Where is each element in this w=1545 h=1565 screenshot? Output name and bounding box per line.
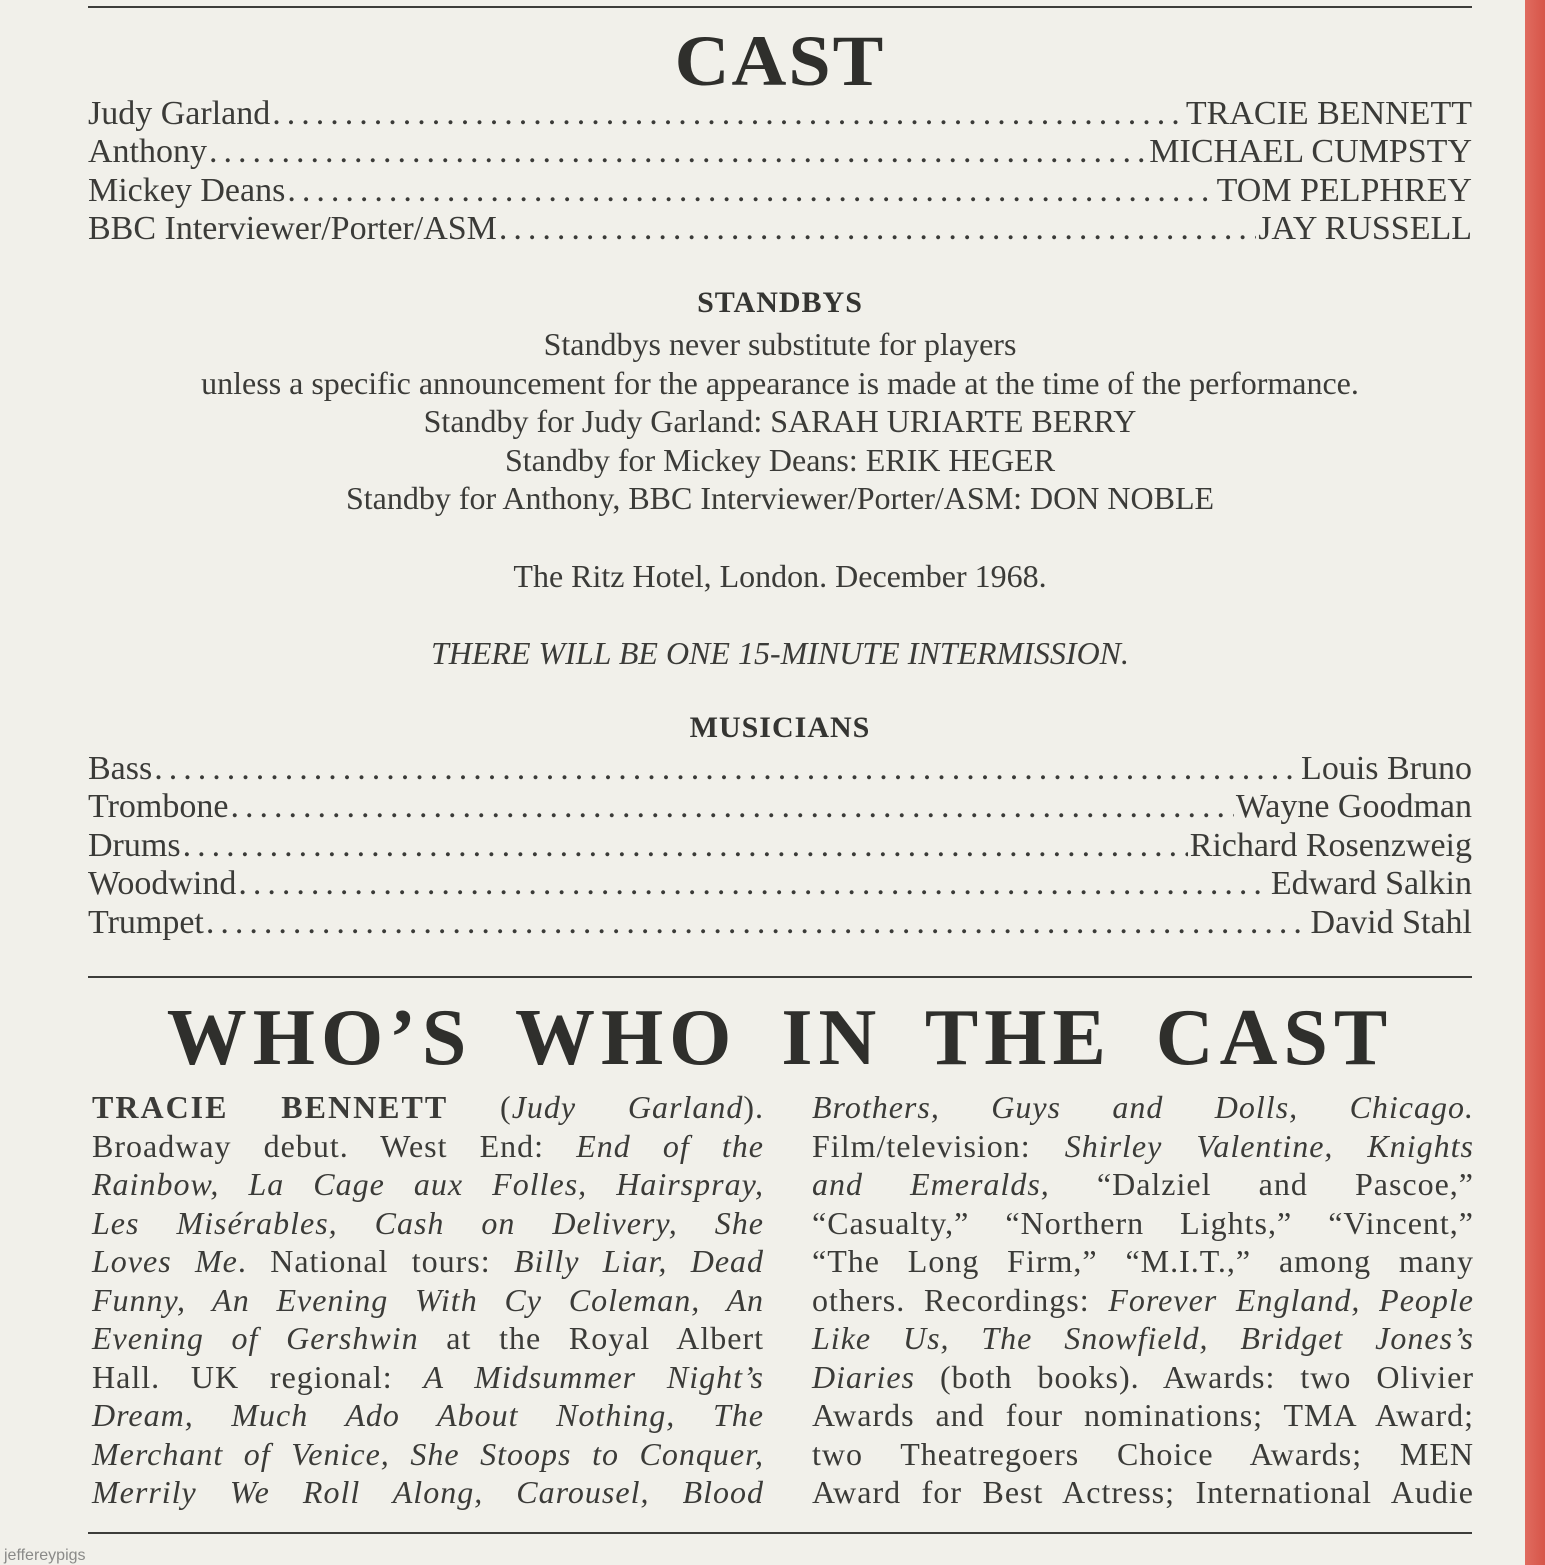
bio-line bbox=[812, 1242, 1474, 1281]
role-name: Judy Garland bbox=[88, 95, 271, 132]
musician-name: Louis Bruno bbox=[1301, 750, 1472, 787]
credit-title: Merrily We Roll Along, Carousel, Blood bbox=[92, 1474, 764, 1510]
credit-title: End of the bbox=[576, 1127, 765, 1164]
instrument-name: Trumpet bbox=[88, 904, 204, 941]
bio-right-column bbox=[812, 1088, 1474, 1512]
actor-name: JAY RUSSELL bbox=[1258, 210, 1472, 247]
actor-name: TRACIE BENNETT bbox=[1185, 95, 1472, 132]
credit-title: Brothers, Guys and Dolls, Chicago. bbox=[812, 1089, 1474, 1125]
bio-line bbox=[92, 1088, 764, 1127]
intermission-note: THERE WILL BE ONE 15-MINUTE INTERMISSION. bbox=[430, 635, 1130, 671]
dot-leader bbox=[272, 95, 1184, 133]
bio-line bbox=[92, 1165, 764, 1204]
bio-text: Award for Best Actress; International Audie bbox=[812, 1474, 1474, 1510]
musician-name: Edward Salkin bbox=[1270, 865, 1472, 902]
actor-name: TOM PELPHREY bbox=[1216, 172, 1472, 209]
dot-leader bbox=[287, 172, 1214, 210]
instrument-name: Woodwind bbox=[88, 865, 237, 902]
bio-text: “Dalziel and Pascoe,” bbox=[1049, 1166, 1475, 1202]
role-name: Anthony bbox=[88, 133, 207, 170]
page-edge bbox=[1525, 0, 1545, 1565]
dot-leader bbox=[183, 827, 1188, 865]
bio-text: Awards and four nominations; TMA Award; bbox=[812, 1397, 1474, 1433]
bio-text: “Casualty,” “Northern Lights,” “Vincent,” bbox=[812, 1204, 1474, 1241]
bio-text: “The Long Firm,” “M.I.T.,” among many bbox=[812, 1243, 1474, 1279]
section-rule bbox=[88, 976, 1472, 978]
credit-title: Shirley Valentine, Knights bbox=[1064, 1127, 1475, 1164]
bio-line bbox=[92, 1435, 764, 1474]
musician-name: Wayne Goodman bbox=[1235, 788, 1472, 825]
bio-line bbox=[812, 1204, 1474, 1243]
whos-who-heading: WHO’S WHO IN THE CAST bbox=[166, 994, 1394, 1082]
credit-title: Diaries bbox=[812, 1358, 915, 1395]
credit-title: Forever England, People bbox=[1108, 1281, 1474, 1318]
bio-line bbox=[812, 1319, 1474, 1358]
bio-text: ). bbox=[743, 1089, 765, 1125]
bio-line bbox=[812, 1165, 1474, 1204]
bio-line bbox=[812, 1396, 1474, 1435]
credit-title: Like Us, The Snowfield, Bridget Jones’s bbox=[812, 1320, 1474, 1356]
bio-line bbox=[812, 1358, 1474, 1397]
bio-text: at the Royal Albert bbox=[418, 1320, 765, 1356]
bio-line bbox=[92, 1396, 764, 1435]
bio-line bbox=[92, 1242, 764, 1281]
bio-text: Hall. UK regional: bbox=[92, 1358, 424, 1395]
bio-name: TRACIE BENNETT bbox=[92, 1089, 449, 1125]
credit-title: Funny, An Evening With Cy Coleman, An bbox=[92, 1281, 764, 1318]
bio-text: (both books). Awards: two Olivier bbox=[915, 1358, 1474, 1395]
standbys-line: Standby for Anthony, BBC Interviewer/Porter/ASM: DON NOBLE bbox=[345, 480, 1215, 516]
credit-title: Loves Me bbox=[92, 1243, 238, 1279]
musician-row bbox=[88, 827, 1472, 865]
instrument-name: Trombone bbox=[88, 788, 229, 825]
credit-title: Rainbow, La Cage aux Folles, Hairspray, bbox=[92, 1166, 764, 1202]
bio-line bbox=[92, 1473, 764, 1512]
credit-title: Merchant of Venice, She Stoops to Conquer, bbox=[92, 1435, 764, 1472]
role-name: BBC Interviewer/Porter/ASM bbox=[88, 210, 497, 247]
cast-heading: CAST bbox=[674, 21, 886, 101]
bottom-rule bbox=[88, 1532, 1472, 1534]
bio-left-column bbox=[92, 1088, 764, 1512]
setting-line: The Ritz Hotel, London. December 1968. bbox=[513, 558, 1047, 594]
standbys-line: unless a specific announcement for the appearance is made at the time of the performance. bbox=[201, 365, 1359, 401]
cast-row bbox=[88, 133, 1472, 171]
actor-name: MICHAEL CUMPSTY bbox=[1149, 133, 1472, 170]
dot-leader bbox=[209, 133, 1147, 171]
bio-line bbox=[812, 1435, 1474, 1474]
cast-row bbox=[88, 95, 1472, 133]
credit-title: Evening of Gershwin bbox=[92, 1320, 419, 1356]
bio-line bbox=[92, 1358, 764, 1397]
credit-title: A Midsummer Night’s bbox=[423, 1358, 765, 1395]
bio-line bbox=[812, 1281, 1474, 1320]
credit-title: and Emeralds, bbox=[812, 1166, 1050, 1202]
musician-row bbox=[88, 788, 1472, 826]
bio-line bbox=[812, 1127, 1474, 1166]
credit-title: Les Misérables, Cash on Delivery, She bbox=[92, 1204, 764, 1241]
cast-row bbox=[88, 172, 1472, 210]
bio-line bbox=[92, 1319, 764, 1358]
bio-line bbox=[92, 1281, 764, 1320]
musician-name: Richard Rosenzweig bbox=[1189, 827, 1472, 864]
musician-row bbox=[88, 750, 1472, 788]
standbys-line: Standby for Judy Garland: SARAH URIARTE BERRY bbox=[423, 403, 1137, 439]
bio-text: . National tours: bbox=[237, 1243, 514, 1279]
bio-text: others. Recordings: bbox=[812, 1281, 1109, 1318]
role-name: Mickey Deans bbox=[88, 172, 286, 209]
top-rule bbox=[88, 6, 1472, 8]
dot-leader bbox=[238, 865, 1268, 903]
standbys-line: Standbys never substitute for players bbox=[543, 326, 1017, 362]
standbys-heading: STANDBYS bbox=[697, 286, 863, 319]
standbys-line: Standby for Mickey Deans: ERIK HEGER bbox=[504, 442, 1056, 478]
dot-leader bbox=[154, 750, 1299, 788]
credit-title: Dream, Much Ado About Nothing, The bbox=[92, 1397, 764, 1433]
bio-text: two Theatregoers Choice Awards; MEN bbox=[812, 1435, 1474, 1472]
bio-text: ( bbox=[448, 1089, 512, 1125]
musicians-heading: MUSICIANS bbox=[689, 711, 871, 744]
cast-row bbox=[88, 210, 1472, 248]
bio-line bbox=[812, 1473, 1474, 1512]
instrument-name: Bass bbox=[88, 750, 153, 787]
credit-title: Billy Liar, Dead bbox=[514, 1243, 765, 1279]
musician-row bbox=[88, 904, 1472, 942]
dot-leader bbox=[230, 788, 1233, 826]
watermark: jeffereypigs bbox=[4, 1547, 86, 1564]
bio-role: Judy Garland bbox=[511, 1089, 744, 1125]
bio-line bbox=[92, 1127, 764, 1166]
bio-line bbox=[92, 1204, 764, 1243]
bio-text: Film/television: bbox=[812, 1127, 1065, 1164]
musician-name: David Stahl bbox=[1310, 904, 1472, 941]
dot-leader bbox=[206, 904, 1309, 942]
musician-row bbox=[88, 865, 1472, 903]
bio-line bbox=[812, 1088, 1474, 1127]
bio-text: Broadway debut. West End: bbox=[92, 1127, 577, 1164]
instrument-name: Drums bbox=[88, 827, 181, 864]
dot-leader bbox=[499, 210, 1256, 248]
